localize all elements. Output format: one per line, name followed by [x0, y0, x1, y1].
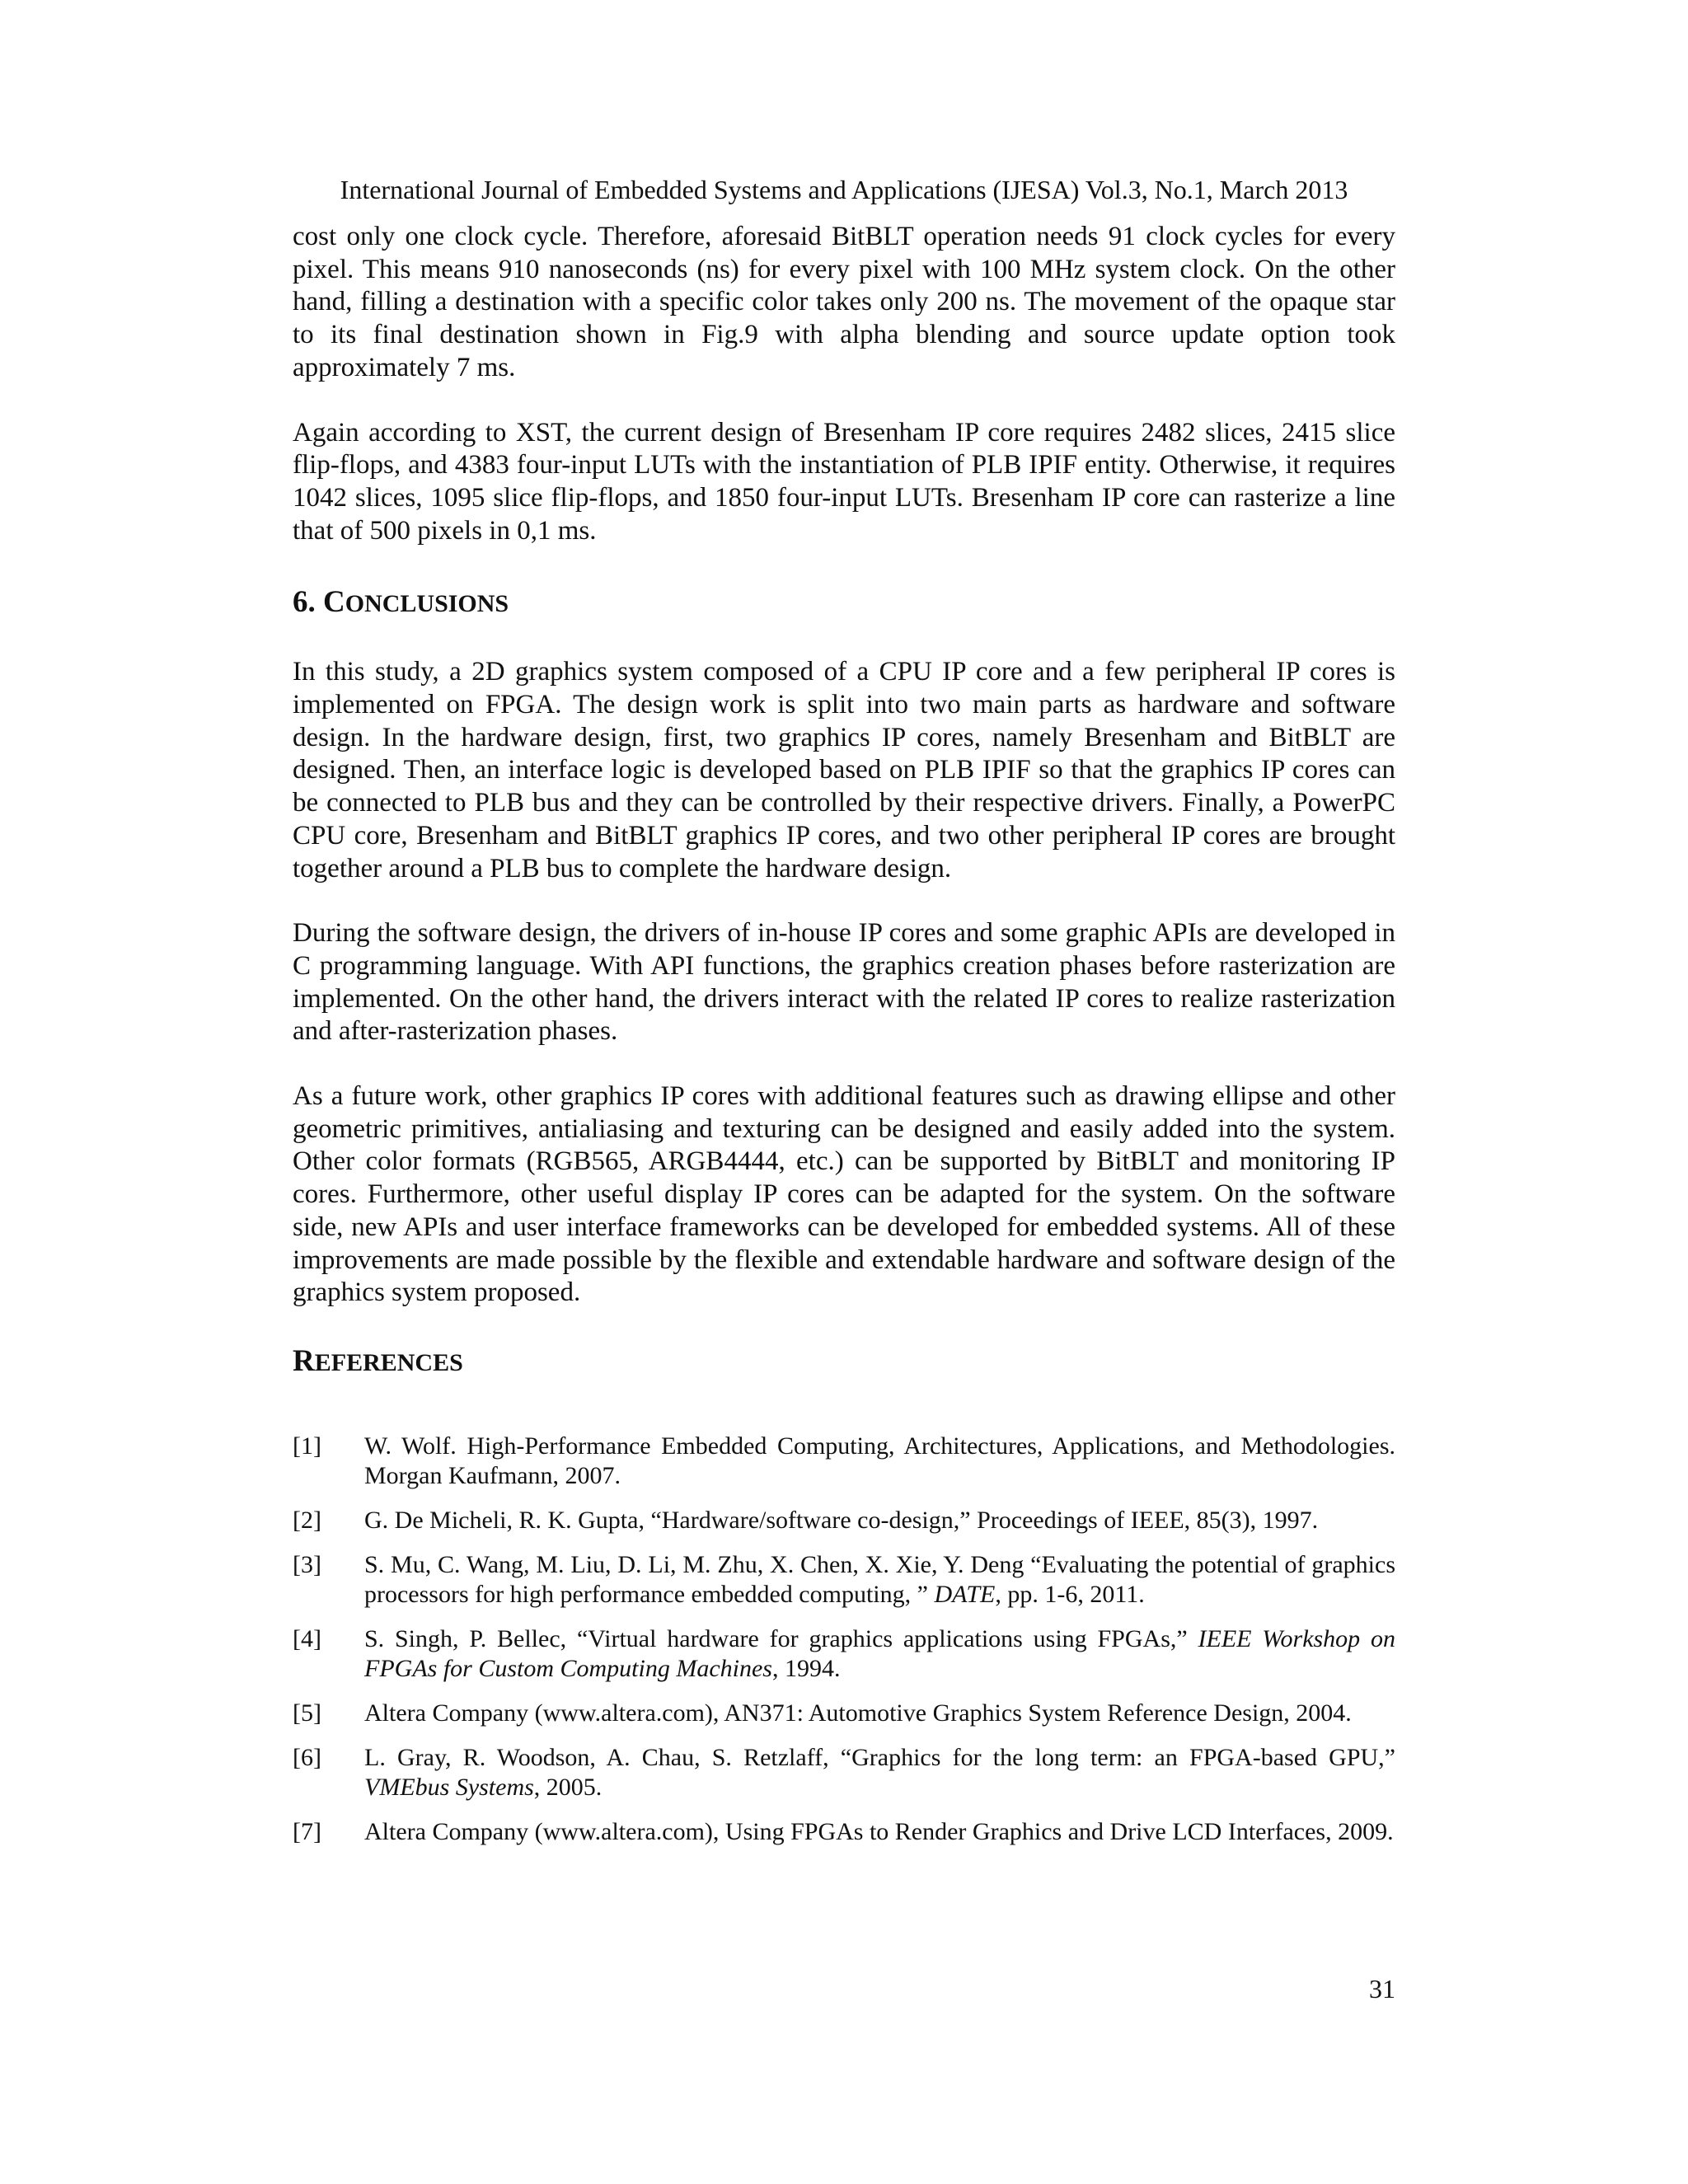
heading-rest: EFERENCES	[314, 1348, 463, 1376]
conclusions-paragraph-1: In this study, a 2D graphics system composed of a CPU IP core and a few peripheral IP cores is implemented on FPGA. The design work is split into two main parts as hardware and software design. In the hardware design, first, two graphics IP cores, namely Bresenham and BitBLT are designed. Then, an interface logic is developed based on PLB IPIF so that the graphics IP cores can be connected to PLB bus and they can be controlled by their respective drivers. Finally, a PowerPC CPU core, Bresenham and BitBLT graphics IP cores, and two other peripheral IP cores are brought together around a PLB bus to complete the hardware design.	[293, 657, 1395, 883]
conclusions-paragraph-3: As a future work, other graphics IP cores with additional features such as drawing ellipse and other geometric primitives, antialiasing and texturing can be designed and easily added into the system. Other color formats (RGB565, ARGB4444, etc.) can be supported by BitBLT and monitoring IP cores. Furthermore, other useful display IP cores can be adapted for the system. On the software side, new APIs and user interface frameworks can be developed for embedded systems. All of these improvements are made possible by the flexible and extendable hardware and software design of the graphics system proposed.	[293, 1081, 1395, 1308]
conclusions-paragraph-2: During the software design, the drivers of in-house IP cores and some graphic APIs are developed in C programming language. With API functions, the graphics creation phases before rasterization are implemented. On the other hand, the drivers interact with the related IP cores to realize rasterization and after-rasterization phases.	[293, 918, 1395, 1047]
page-number: 31	[1369, 1974, 1395, 2004]
reference-text: G. De Micheli, R. K. Gupta, “Hardware/software co-design,” Proceedings of IEEE, 85(3), 1997.	[364, 1506, 1319, 1534]
reference-text: Altera Company (www.altera.com), AN371: Automotive Graphics System Reference Design, 2004.	[364, 1699, 1352, 1727]
reference-number: [2]	[293, 1506, 321, 1534]
reference-text: S. Singh, P. Bellec, “Virtual hardware for graphics applications using FPGAs,”	[364, 1624, 1198, 1652]
reference-item	[293, 1699, 1395, 1728]
reference-item	[293, 1506, 1395, 1535]
reference-tail: , 1994.	[772, 1654, 841, 1682]
heading-initial: R	[293, 1343, 315, 1378]
reference-tail: , pp. 1-6, 2011.	[995, 1580, 1145, 1608]
reference-number: [5]	[293, 1699, 321, 1727]
heading-initial: C	[323, 585, 345, 620]
reference-venue: DATE	[934, 1580, 996, 1608]
reference-number: [6]	[293, 1743, 321, 1771]
page-body	[293, 221, 1395, 1862]
reference-text: W. Wolf. High-Performance Embedded Computing, Architectures, Applications, and Methodologies. Morgan Kaufmann, 2007.	[364, 1432, 1395, 1489]
reference-item	[293, 1743, 1395, 1802]
section-number: 6.	[293, 585, 316, 620]
body-paragraph-2: Again according to XST, the current design of Bresenham IP core requires 2482 slices, 2415 slice flip-flops, and 4383 four-input LUTs with the instantiation of PLB IPIF entity. Otherwise, it requires 1042 slices, 1095 slice flip-flops, and 1850 four-input LUTs. Bresenham IP core can rasterize a line that of 500 pixels in 0,1 ms.	[293, 417, 1395, 546]
reference-text: S. Mu, C. Wang, M. Liu, D. Li, M. Zhu, X. Chen, X. Xie, Y. Deng “Evaluating the potential of graphics processors for high performance embedded computing, ”	[364, 1550, 1395, 1608]
reference-item	[293, 1624, 1395, 1684]
reference-number: [7]	[293, 1817, 321, 1845]
reference-number: [3]	[293, 1550, 321, 1578]
reference-item	[293, 1550, 1395, 1610]
section-heading-references	[293, 1343, 1395, 1382]
section-heading-conclusions	[293, 583, 1395, 623]
body-paragraph-1: cost only one clock cycle. Therefore, aforesaid BitBLT operation needs 91 clock cycles for every pixel. This means 910 nanoseconds (ns) for every pixel with 100 MHz system clock. On the other hand, filling a destination with a specific color takes only 200 ns. The movement of the opaque star to its final destination shown in Fig.9 with alpha blending and source update option took approximately 7 ms.	[293, 222, 1395, 382]
reference-item	[293, 1432, 1395, 1491]
reference-venue: IEEE Workshop on FPGAs for Custom Computing Machines	[364, 1624, 1395, 1682]
running-header: International Journal of Embedded Systems and Applications (IJESA) Vol.3, No.1, March 2013	[340, 175, 1348, 204]
reference-item	[293, 1817, 1395, 1847]
reference-venue: VMEbus Systems	[364, 1773, 534, 1801]
heading-rest: ONCLUSIONS	[345, 590, 509, 618]
reference-tail: , 2005.	[533, 1773, 603, 1801]
reference-number: [1]	[293, 1432, 321, 1460]
reference-text: Altera Company (www.altera.com), Using FPGAs to Render Graphics and Drive LCD Interfaces, 2009.	[364, 1817, 1394, 1845]
reference-text: L. Gray, R. Woodson, A. Chau, S. Retzlaff, “Graphics for the long term: an FPGA-based GPU,”	[364, 1743, 1395, 1771]
reference-number: [4]	[293, 1624, 321, 1652]
reference-list	[293, 1432, 1395, 1847]
